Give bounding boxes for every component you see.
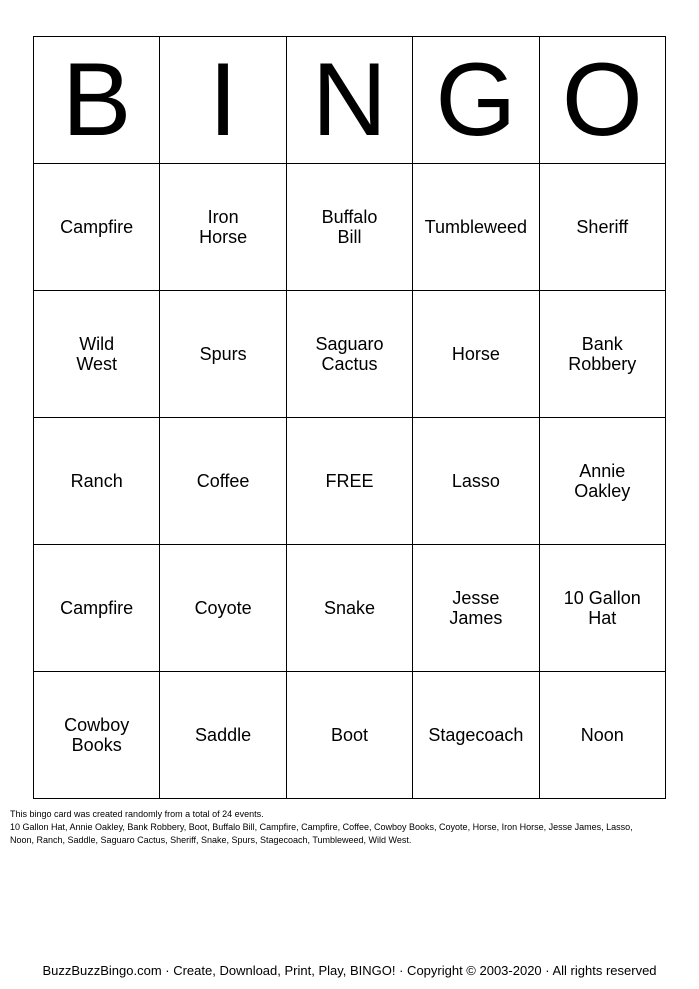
- bingo-cell: [34, 672, 160, 799]
- bingo-cell-text: Cowboy: [64, 715, 130, 735]
- bingo-cell: [413, 672, 539, 799]
- bingo-cell-text: Saguaro: [315, 334, 384, 354]
- bingo-card: [33, 36, 666, 799]
- bingo-cell: [539, 672, 665, 799]
- card-info-summary: This bingo card was created randomly from a total of 24 events.: [10, 809, 264, 819]
- bingo-cell-text: Bank: [581, 334, 623, 354]
- bingo-cell: [160, 672, 286, 799]
- bingo-cell: [539, 418, 665, 545]
- bingo-cell: [413, 164, 539, 291]
- bingo-cell: [160, 291, 286, 418]
- bingo-row: [34, 418, 666, 545]
- card-info: [10, 808, 690, 847]
- bingo-cell-text: Campfire: [60, 598, 134, 618]
- bingo-cell-text: Lasso: [451, 471, 500, 491]
- bingo-cell-text: Jesse: [452, 588, 500, 608]
- bingo-cell-text: Coyote: [194, 598, 252, 618]
- bingo-cell-text: Oakley: [574, 481, 631, 501]
- bingo-cell: [286, 164, 412, 291]
- bingo-cell: [413, 545, 539, 672]
- bingo-cell-text: Coffee: [196, 471, 250, 491]
- bingo-cell-text: Campfire: [60, 217, 134, 237]
- bingo-cell-text: Noon: [580, 725, 624, 745]
- bingo-cell-text: Ranch: [70, 471, 123, 491]
- bingo-cell: [34, 291, 160, 418]
- bingo-cell-text: West: [76, 354, 118, 374]
- bingo-cell: [413, 291, 539, 418]
- bingo-header-letter: I: [160, 37, 286, 164]
- bingo-row: [34, 291, 666, 418]
- bingo-cell-text: Stagecoach: [428, 725, 524, 745]
- bingo-cell-text: Horse: [199, 227, 248, 247]
- bingo-cell-text: Sheriff: [576, 217, 629, 237]
- bingo-header-letter: N: [286, 37, 412, 164]
- card-info-events: 10 Gallon Hat, Annie Oakley, Bank Robbery, Boot, Buffalo Bill, Campfire, Campfire, Coffee, Cowboy Books, Coyote, Horse, Iron Horse, Jesse James, Lasso,: [10, 822, 633, 832]
- bingo-header-row: [34, 37, 666, 164]
- bingo-row: [34, 672, 666, 799]
- bingo-cell-text: Robbery: [568, 354, 637, 374]
- bingo-cell-text: FREE: [325, 471, 374, 491]
- bingo-cell-text: Tumbleweed: [424, 217, 528, 237]
- bingo-cell-text: Boot: [330, 725, 368, 745]
- bingo-cell-text: Cactus: [321, 354, 378, 374]
- bingo-cell: [286, 672, 412, 799]
- bingo-cell: [539, 164, 665, 291]
- bingo-cell-text: Iron: [207, 207, 239, 227]
- bingo-cell-text: Saddle: [195, 725, 252, 745]
- bingo-cell: [160, 418, 286, 545]
- bingo-cell-text: 10 Gallon: [563, 588, 641, 608]
- bingo-cell: [286, 545, 412, 672]
- bingo-cell-text: Buffalo: [321, 207, 378, 227]
- bingo-cell: [286, 291, 412, 418]
- bingo-cell: [34, 545, 160, 672]
- bingo-header-letter: B: [34, 37, 160, 164]
- bingo-cell: [160, 164, 286, 291]
- bingo-cell: [539, 291, 665, 418]
- bingo-cell: [34, 418, 160, 545]
- bingo-cell: [160, 545, 286, 672]
- bingo-cell-text: Wild: [79, 334, 115, 354]
- bingo-grid: [34, 164, 666, 799]
- bingo-row: [34, 545, 666, 672]
- bingo-cell-text: Books: [71, 735, 122, 755]
- card-info-events-continued: Noon, Ranch, Saddle, Saguaro Cactus, Sheriff, Snake, Spurs, Stagecoach, Tumbleweed, Wild West.: [10, 835, 412, 845]
- bingo-cell-text: Spurs: [199, 344, 247, 364]
- bingo-header-letter: G: [413, 37, 539, 164]
- bingo-cell: [539, 545, 665, 672]
- bingo-cell-text: Bill: [337, 227, 362, 247]
- bingo-cell: [413, 418, 539, 545]
- bingo-cell-text: Horse: [451, 344, 500, 364]
- bingo-row: [34, 164, 666, 291]
- site-footer: BuzzBuzzBingo.com · Create, Download, Print, Play, BINGO! · Copyright © 2003-2020 · All rights reserved: [42, 963, 657, 978]
- bingo-header-letter: O: [539, 37, 665, 164]
- bingo-cell: [34, 164, 160, 291]
- bingo-cell-text: Snake: [323, 598, 375, 618]
- bingo-cell-text: Annie: [579, 461, 626, 481]
- bingo-cell-text: James: [449, 608, 503, 628]
- bingo-cell-text: Hat: [588, 608, 617, 628]
- bingo-cell: [286, 418, 412, 545]
